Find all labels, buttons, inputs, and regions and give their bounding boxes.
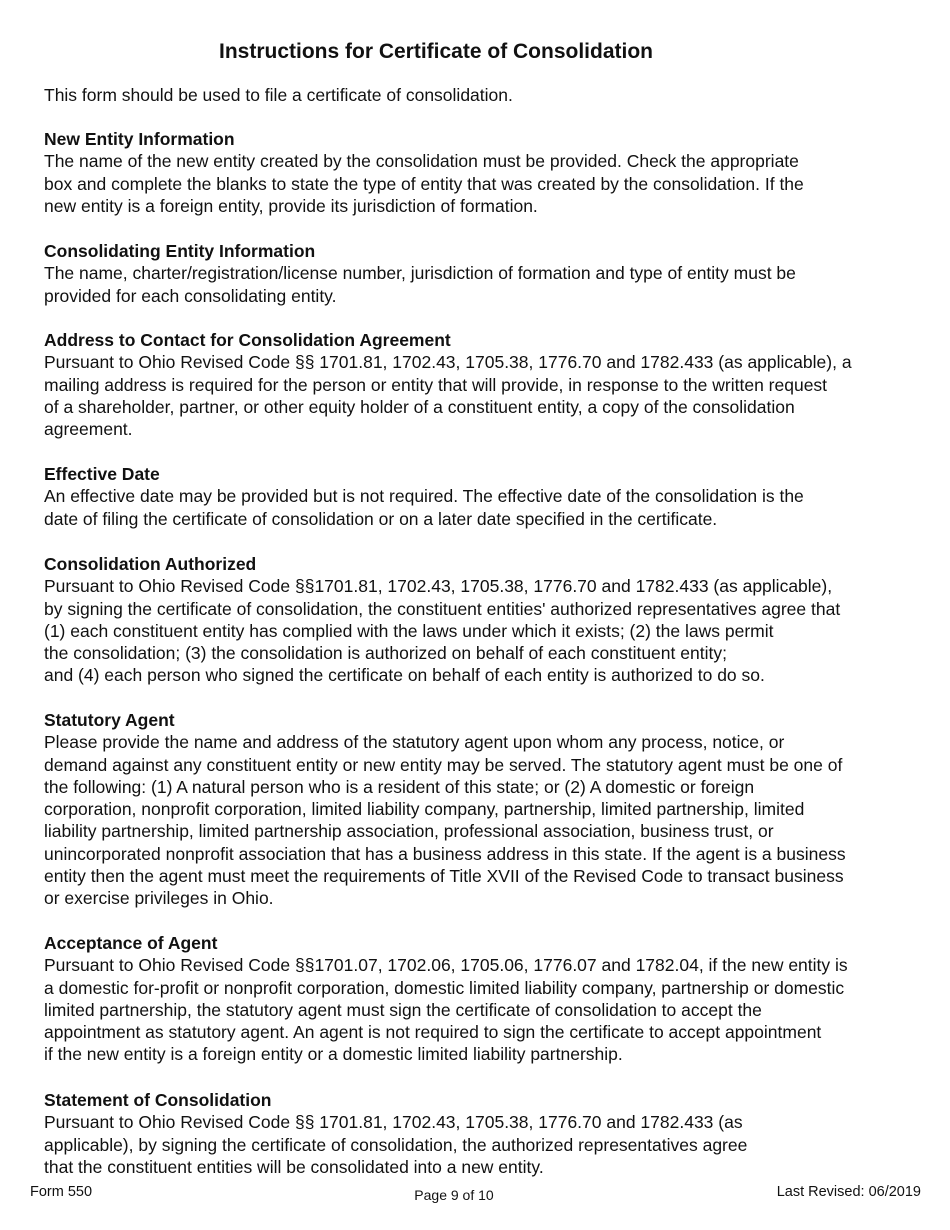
section-line: that the constituent entities will be consolidated into a new entity.	[44, 1156, 544, 1177]
section-line: the following: (1) A natural person who is a resident of this state; or (2) A domestic or foreign	[44, 776, 755, 797]
section-heading: Effective Date	[44, 464, 160, 484]
section-heading: Consolidation Authorized	[44, 554, 257, 574]
section-heading: New Entity Information	[44, 129, 235, 149]
section-line: a domestic for-profit or nonprofit corporation, domestic limited liability company, partnership or domestic	[44, 977, 845, 998]
section-consolidating-entity-information	[44, 240, 924, 307]
section-line: demand against any constituent entity or new entity may be served. The statutory agent must be one of	[44, 754, 843, 775]
section-line: or exercise privileges in Ohio.	[44, 888, 274, 909]
section-acceptance-of-agent	[44, 932, 924, 1066]
section-line: Pursuant to Ohio Revised Code §§1701.81, 1702.43, 1705.38, 1776.70 and 1782.433 (as applicable),	[44, 576, 833, 597]
section-heading: Acceptance of Agent	[44, 933, 218, 953]
section-statement-of-consolidation	[44, 1089, 924, 1178]
section-line: An effective date may be provided but is not required. The effective date of the consolidation is the	[44, 486, 804, 507]
footer-last-revised: Last Revised: 06/2019	[776, 1184, 921, 1200]
section-line: provided for each consolidating entity.	[44, 285, 337, 306]
section-line: agreement.	[44, 419, 133, 440]
section-effective-date	[44, 463, 924, 530]
section-line: unincorporated nonprofit association that has a business address in this state. If the agent is a business	[44, 843, 846, 864]
section-line: by signing the certificate of consolidation, the constituent entities' authorized representatives agree that	[44, 598, 841, 619]
section-line: applicable), by signing the certificate of consolidation, the authorized representatives agree	[44, 1134, 748, 1155]
intro-text: This form should be used to file a certificate of consolidation.	[44, 85, 513, 105]
section-line: if the new entity is a foreign entity or a domestic limited liability partnership.	[44, 1044, 623, 1065]
section-line: corporation, nonprofit corporation, limited liability company, partnership, limited partnership, limited	[44, 799, 805, 820]
section-line: new entity is a foreign entity, provide its jurisdiction of formation.	[44, 195, 538, 216]
section-line: (1) each constituent entity has complied with the laws under which it exists; (2) the laws permit	[44, 620, 774, 641]
section-line: entity then the agent must meet the requirements of Title XVII of the Revised Code to transact business	[44, 866, 844, 887]
section-heading: Statutory Agent	[44, 710, 175, 730]
section-line: The name of the new entity created by the consolidation must be provided. Check the appropriate	[44, 151, 799, 172]
section-heading: Statement of Consolidation	[44, 1090, 272, 1110]
section-heading: Consolidating Entity Information	[44, 241, 316, 261]
section-heading: Address to Contact for Consolidation Agreement	[44, 330, 451, 350]
section-line: date of filing the certificate of consolidation or on a later date specified in the certificate.	[44, 508, 718, 529]
section-line: and (4) each person who signed the certificate on behalf of each entity is authorized to do so.	[44, 665, 765, 686]
section-address-to-contact	[44, 329, 924, 440]
page-title: Instructions for Certificate of Consolidation	[218, 40, 654, 63]
footer-page-number: Page 9 of 10	[414, 1187, 494, 1203]
section-line: Pursuant to Ohio Revised Code §§ 1701.81, 1702.43, 1705.38, 1776.70 and 1782.433 (as applicable), a	[44, 352, 852, 373]
section-line: the consolidation; (3) the consolidation is authorized on behalf of each constituent entity;	[44, 643, 727, 664]
section-line: Please provide the name and address of the statutory agent upon whom any process, notice, or	[44, 732, 785, 753]
footer-form-number: Form 550	[30, 1184, 93, 1200]
section-new-entity-information	[44, 128, 924, 217]
section-line: The name, charter/registration/license number, jurisdiction of formation and type of entity must be	[44, 263, 796, 284]
section-line: appointment as statutory agent. An agent is not required to sign the certificate to accept appointment	[44, 1022, 822, 1043]
section-line: of a shareholder, partner, or other equity holder of a constituent entity, a copy of the consolidation	[44, 396, 795, 417]
section-line: liability partnership, limited partnership association, professional association, business trust, or	[44, 821, 774, 842]
section-line: Pursuant to Ohio Revised Code §§ 1701.81, 1702.43, 1705.38, 1776.70 and 1782.433 (as	[44, 1112, 743, 1133]
section-line: limited partnership, the statutory agent must sign the certificate of consolidation to accept the	[44, 999, 762, 1020]
section-line: box and complete the blanks to state the type of entity that was created by the consolidation. If the	[44, 173, 804, 194]
section-line: mailing address is required for the person or entity that will provide, in response to the written request	[44, 374, 828, 395]
section-line: Pursuant to Ohio Revised Code §§1701.07, 1702.06, 1705.06, 1776.07 and 1782.04, if the new entity is	[44, 955, 848, 976]
section-consolidation-authorized	[44, 553, 924, 687]
section-statutory-agent	[44, 709, 924, 910]
